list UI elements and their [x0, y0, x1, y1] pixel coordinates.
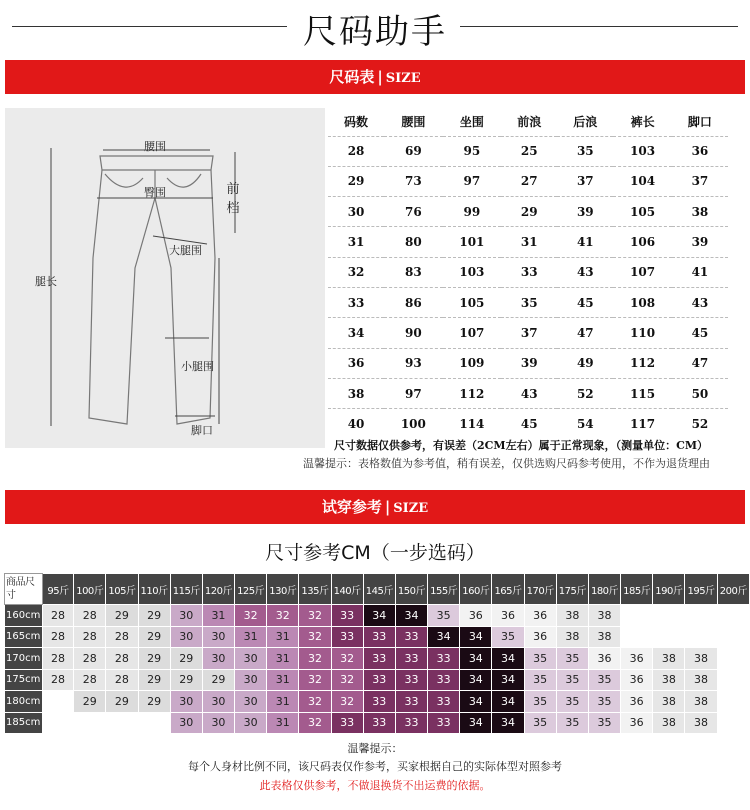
fit-size-cell: 35: [556, 691, 588, 713]
weight-header: 140斤: [331, 574, 363, 605]
fit-reference-table: [4, 573, 750, 734]
label-leg-length: 腿长: [35, 275, 57, 288]
size-table-cell: 80: [384, 227, 443, 257]
fit-size-cell: 32: [331, 648, 363, 670]
fit-size-cell: 29: [138, 669, 170, 691]
fit-size-cell: 38: [556, 605, 588, 627]
fit-size-cell: 32: [299, 626, 331, 648]
size-table-header: 码数: [344, 115, 369, 130]
size-table-cell: 50: [672, 378, 728, 408]
fit-size-cell: 30: [202, 648, 234, 670]
weight-header: 170斤: [524, 574, 556, 605]
fit-size-cell: 30: [170, 605, 202, 627]
size-table-cell: 29: [328, 166, 384, 196]
fit-size-cell: 33: [395, 712, 427, 734]
size-table-header: 腰围: [401, 115, 426, 130]
fit-size-cell: 34: [428, 626, 460, 648]
size-table-cell: 101: [443, 227, 502, 257]
fit-size-cell: 29: [138, 691, 170, 713]
fit-size-cell: 34: [460, 669, 492, 691]
fit-size-cell: 28: [106, 626, 138, 648]
height-label: 175cm: [5, 669, 43, 691]
fit-size-cell: 38: [685, 691, 717, 713]
fit-size-cell: 34: [460, 712, 492, 734]
tips-title: 温馨提示：: [347, 742, 403, 755]
size-table-cell: 115: [613, 378, 672, 408]
fit-size-cell: 32: [299, 691, 331, 713]
weight-header: 200斤: [717, 574, 749, 605]
tips-body: 每个人身材比例不同，该尺码表仅作参考，买家根据自己的实际体型对照参考: [188, 760, 562, 773]
title-divider-right: [460, 26, 738, 27]
weight-header: 95斤: [42, 574, 73, 605]
size-table-cell: 34: [328, 318, 384, 348]
fit-size-cell: 28: [74, 669, 106, 691]
size-table-cell: 114: [443, 409, 502, 439]
fit-size-cell: 35: [588, 691, 620, 713]
size-table-cell: 95: [443, 136, 502, 166]
size-table: [328, 108, 728, 439]
size-table-cell: 76: [384, 197, 443, 227]
fit-size-cell: 32: [299, 648, 331, 670]
size-table-cell: 103: [613, 136, 672, 166]
fit-size-cell: 31: [267, 712, 299, 734]
fit-size-cell: 38: [685, 648, 717, 670]
fit-size-cell: 35: [556, 648, 588, 670]
table-row: [328, 197, 728, 227]
fit-size-cell: 31: [267, 691, 299, 713]
size-table-cell: 117: [613, 409, 672, 439]
weight-header: 130斤: [267, 574, 299, 605]
fit-size-cell: 33: [363, 626, 395, 648]
fit-table-title: 尺寸参考CM（一步选码）: [265, 542, 485, 564]
size-table-header: 裤长: [630, 115, 655, 130]
fit-size-cell: 31: [267, 648, 299, 670]
fit-reference-banner: [5, 490, 745, 524]
fit-size-cell: 34: [492, 691, 524, 713]
weight-header: 150斤: [395, 574, 427, 605]
banner-separator: |: [384, 498, 391, 516]
fit-size-cell: 31: [267, 669, 299, 691]
size-table-cell: 39: [557, 197, 613, 227]
size-table-cell: 36: [328, 348, 384, 378]
size-table-cell: 25: [501, 136, 557, 166]
fit-size-cell: 28: [74, 626, 106, 648]
table-row: [328, 378, 728, 408]
fit-size-cell: 38: [685, 669, 717, 691]
size-table-cell: 107: [613, 257, 672, 287]
table-row: [328, 227, 728, 257]
fit-size-cell: [717, 669, 749, 691]
size-table-cell: 28: [328, 136, 384, 166]
fit-size-cell: [717, 605, 749, 627]
weight-header: 120斤: [202, 574, 234, 605]
size-table-cell: 105: [443, 287, 502, 317]
height-label: 165cm: [5, 626, 43, 648]
table-row: [328, 409, 728, 439]
weight-header: 185斤: [621, 574, 653, 605]
fit-size-cell: 28: [42, 669, 73, 691]
fit-size-cell: 36: [588, 648, 620, 670]
fit-size-cell: 34: [492, 648, 524, 670]
fit-size-cell: 36: [524, 605, 556, 627]
size-chart-banner-label: 尺码表: [329, 68, 375, 86]
fit-size-cell: 38: [556, 626, 588, 648]
size-table-cell: 33: [501, 257, 557, 287]
size-table-cell: 38: [328, 378, 384, 408]
size-table-cell: 104: [613, 166, 672, 196]
size-table-cell: 90: [384, 318, 443, 348]
fit-size-cell: 28: [42, 605, 73, 627]
size-table-cell: 47: [557, 318, 613, 348]
size-table-cell: 110: [613, 318, 672, 348]
fit-size-cell: 36: [621, 712, 653, 734]
size-table-cell: 41: [557, 227, 613, 257]
fit-banner-label: 试穿参考: [321, 498, 382, 516]
fit-size-cell: [685, 626, 717, 648]
fit-size-cell: [653, 626, 685, 648]
fit-size-cell: [138, 712, 170, 734]
fit-size-cell: 35: [556, 669, 588, 691]
fit-size-cell: 29: [138, 648, 170, 670]
size-table-cell: 32: [328, 257, 384, 287]
weight-header: 115斤: [170, 574, 202, 605]
fit-size-cell: 28: [106, 648, 138, 670]
fit-size-cell: 31: [202, 605, 234, 627]
size-table-cell: 97: [384, 378, 443, 408]
weight-header: 165斤: [492, 574, 524, 605]
size-table-cell: 54: [557, 409, 613, 439]
weight-header: 125斤: [235, 574, 267, 605]
fit-size-cell: 34: [492, 712, 524, 734]
fit-size-cell: [717, 626, 749, 648]
fit-size-cell: [717, 691, 749, 713]
size-table-cell: 27: [501, 166, 557, 196]
fit-size-cell: 35: [524, 648, 556, 670]
fit-size-cell: 35: [556, 712, 588, 734]
size-table-cell: 45: [557, 287, 613, 317]
fit-size-cell: 35: [492, 626, 524, 648]
size-table-header-row: [328, 108, 728, 136]
weight-header: 180斤: [588, 574, 620, 605]
fit-size-cell: 34: [395, 605, 427, 627]
label-thigh: 大腿围: [169, 244, 202, 257]
fit-size-cell: 29: [170, 648, 202, 670]
fit-size-cell: [717, 648, 749, 670]
size-table-cell: 43: [501, 378, 557, 408]
fit-size-cell: 36: [524, 626, 556, 648]
height-label: 160cm: [5, 605, 43, 627]
fit-size-cell: 29: [74, 691, 106, 713]
fit-size-cell: [106, 712, 138, 734]
size-table-cell: 35: [501, 287, 557, 317]
size-table-cell: 112: [613, 348, 672, 378]
weight-header: 100斤: [74, 574, 106, 605]
weight-header: 110斤: [138, 574, 170, 605]
fit-size-cell: [42, 712, 73, 734]
fit-size-cell: [717, 712, 749, 734]
height-label: 180cm: [5, 691, 43, 713]
weight-header: 105斤: [106, 574, 138, 605]
fit-size-cell: 33: [428, 712, 460, 734]
fit-size-cell: 32: [299, 605, 331, 627]
weight-header: 145斤: [363, 574, 395, 605]
weight-header: 195斤: [685, 574, 717, 605]
size-table-cell: 45: [501, 409, 557, 439]
fit-size-cell: [685, 605, 717, 627]
size-table-cell: 40: [328, 409, 384, 439]
fit-size-cell: 28: [42, 648, 73, 670]
size-table-cell: 41: [672, 257, 728, 287]
size-table-cell: 69: [384, 136, 443, 166]
fit-size-cell: 34: [460, 648, 492, 670]
fit-size-cell: 30: [202, 626, 234, 648]
label-front-rise: 前档: [226, 182, 240, 216]
size-table-header: 后浪: [573, 115, 598, 130]
size-chart-banner-en: SIZE: [385, 71, 421, 86]
tips-warning: 此表格仅供参考，不做退换货不出运费的依据。: [259, 779, 491, 792]
weight-header: 175斤: [556, 574, 588, 605]
size-table-cell: 36: [672, 136, 728, 166]
fit-size-cell: 30: [235, 669, 267, 691]
fit-size-cell: 33: [331, 605, 363, 627]
fit-size-cell: 29: [138, 605, 170, 627]
size-table-cell: 97: [443, 166, 502, 196]
fit-size-cell: 32: [331, 669, 363, 691]
size-table-cell: 37: [557, 166, 613, 196]
fit-size-cell: 33: [331, 626, 363, 648]
fit-size-cell: 34: [460, 626, 492, 648]
table-row: [328, 136, 728, 166]
table-row: [5, 691, 750, 713]
banner-separator: |: [377, 68, 383, 86]
fit-size-cell: 33: [428, 669, 460, 691]
fit-size-cell: 38: [653, 669, 685, 691]
height-label: 170cm: [5, 648, 43, 670]
fit-size-cell: 30: [235, 648, 267, 670]
size-table-cell: 37: [672, 166, 728, 196]
fit-size-cell: [621, 626, 653, 648]
measurement-note: 尺寸数据仅供参考，有误差（2CM左右）属于正常现象，（测量单位：CM）: [334, 439, 709, 452]
size-table-cell: 52: [557, 378, 613, 408]
size-table-cell: 31: [501, 227, 557, 257]
fit-size-cell: 28: [74, 605, 106, 627]
weight-header: 190斤: [653, 574, 685, 605]
fit-size-cell: 29: [106, 605, 138, 627]
size-table-cell: 29: [501, 197, 557, 227]
fit-table-corner: 商品尺寸: [5, 574, 43, 605]
fit-size-cell: 35: [524, 669, 556, 691]
size-table-cell: 103: [443, 257, 502, 287]
table-row: [5, 626, 750, 648]
fit-size-cell: 29: [170, 669, 202, 691]
fit-size-cell: 34: [363, 605, 395, 627]
size-table-header: 坐围: [459, 115, 484, 130]
fit-size-cell: 35: [588, 712, 620, 734]
fit-size-cell: 38: [685, 712, 717, 734]
fit-size-cell: 33: [363, 691, 395, 713]
size-table-cell: 83: [384, 257, 443, 287]
fit-size-cell: 33: [428, 691, 460, 713]
size-table-cell: 39: [672, 227, 728, 257]
fit-size-cell: 32: [331, 691, 363, 713]
size-table-cell: 49: [557, 348, 613, 378]
fit-size-cell: 30: [170, 691, 202, 713]
fit-size-cell: [42, 691, 73, 713]
fit-size-cell: 35: [588, 669, 620, 691]
fit-size-cell: 33: [395, 691, 427, 713]
fit-size-cell: 36: [621, 669, 653, 691]
size-table-cell: 35: [557, 136, 613, 166]
fit-size-cell: 32: [267, 605, 299, 627]
fit-size-cell: 28: [106, 669, 138, 691]
fit-size-cell: 33: [363, 669, 395, 691]
table-row: [5, 605, 750, 627]
table-row: [328, 348, 728, 378]
fit-size-cell: 30: [170, 626, 202, 648]
fit-size-cell: 38: [588, 605, 620, 627]
fit-size-cell: 33: [395, 626, 427, 648]
fit-size-cell: 28: [42, 626, 73, 648]
table-row: [5, 712, 750, 734]
fit-size-cell: 31: [235, 626, 267, 648]
size-table-cell: 31: [328, 227, 384, 257]
page-header: [0, 0, 750, 52]
size-table-cell: 38: [672, 197, 728, 227]
size-table-cell: 100: [384, 409, 443, 439]
size-table-cell: 43: [672, 287, 728, 317]
fit-size-cell: 34: [460, 691, 492, 713]
fit-size-cell: 33: [395, 648, 427, 670]
fit-size-cell: 30: [202, 691, 234, 713]
weight-header: 155斤: [428, 574, 460, 605]
fit-size-cell: 30: [170, 712, 202, 734]
size-table-cell: 45: [672, 318, 728, 348]
fit-size-cell: 33: [428, 648, 460, 670]
size-table-header: 脚口: [687, 115, 712, 130]
fit-size-cell: 35: [524, 712, 556, 734]
fit-size-cell: 30: [235, 712, 267, 734]
fit-size-cell: 33: [395, 669, 427, 691]
fit-size-cell: 36: [492, 605, 524, 627]
fit-size-cell: 34: [492, 669, 524, 691]
fit-size-cell: 33: [363, 648, 395, 670]
weight-header: 160斤: [460, 574, 492, 605]
size-table-cell: 86: [384, 287, 443, 317]
fit-size-cell: 38: [653, 691, 685, 713]
size-table-cell: 109: [443, 348, 502, 378]
fit-size-cell: 36: [460, 605, 492, 627]
label-calf: 小腿围: [181, 360, 214, 373]
table-row: [5, 669, 750, 691]
size-table-cell: 73: [384, 166, 443, 196]
fit-banner-en: SIZE: [393, 501, 429, 516]
fit-size-cell: 32: [299, 669, 331, 691]
size-table-cell: 37: [501, 318, 557, 348]
fit-size-cell: 28: [74, 648, 106, 670]
label-hip: 臀围: [144, 186, 166, 199]
table-row: [328, 166, 728, 196]
fit-size-cell: 30: [202, 712, 234, 734]
fit-size-cell: 29: [202, 669, 234, 691]
fit-size-cell: 38: [653, 712, 685, 734]
fit-size-cell: 36: [621, 648, 653, 670]
fit-size-cell: 29: [106, 691, 138, 713]
size-chart-banner: [5, 60, 745, 94]
size-table-cell: 106: [613, 227, 672, 257]
fit-size-cell: 38: [653, 648, 685, 670]
fit-size-cell: 31: [267, 626, 299, 648]
size-table-cell: 52: [672, 409, 728, 439]
page-title: 尺码助手: [303, 12, 447, 52]
pants-measure-diagram: [5, 108, 325, 448]
fit-size-cell: 33: [363, 712, 395, 734]
fit-size-cell: 32: [299, 712, 331, 734]
fit-size-cell: 35: [524, 691, 556, 713]
label-waist: 腰围: [144, 140, 166, 153]
weight-header: 135斤: [299, 574, 331, 605]
size-table-header: 前浪: [517, 115, 542, 130]
height-label: 185cm: [5, 712, 43, 734]
warm-tip-text: 温馨提示：表格数值为参考值，稍有误差，仅供选购尺码参考使用，不作为退货理由: [303, 457, 710, 470]
size-table-cell: 33: [328, 287, 384, 317]
size-table-cell: 30: [328, 197, 384, 227]
fit-size-cell: 36: [621, 691, 653, 713]
fit-size-cell: [653, 605, 685, 627]
fit-size-cell: [74, 712, 106, 734]
fit-table-header-row: [5, 574, 750, 605]
fit-size-cell: 30: [235, 691, 267, 713]
size-table-cell: 39: [501, 348, 557, 378]
table-row: [328, 287, 728, 317]
label-hem: 脚口: [191, 424, 213, 437]
size-table-cell: 105: [613, 197, 672, 227]
table-row: [5, 648, 750, 670]
fit-size-cell: 29: [138, 626, 170, 648]
table-row: [328, 257, 728, 287]
fit-size-cell: 35: [428, 605, 460, 627]
size-table-cell: 43: [557, 257, 613, 287]
size-table-cell: 93: [384, 348, 443, 378]
size-table-cell: 107: [443, 318, 502, 348]
fit-size-cell: 33: [331, 712, 363, 734]
size-table-cell: 99: [443, 197, 502, 227]
fit-size-cell: 32: [235, 605, 267, 627]
size-table-cell: 47: [672, 348, 728, 378]
size-table-cell: 108: [613, 287, 672, 317]
size-table-cell: 112: [443, 378, 502, 408]
fit-size-cell: 38: [588, 626, 620, 648]
table-row: [328, 318, 728, 348]
fit-size-cell: [621, 605, 653, 627]
